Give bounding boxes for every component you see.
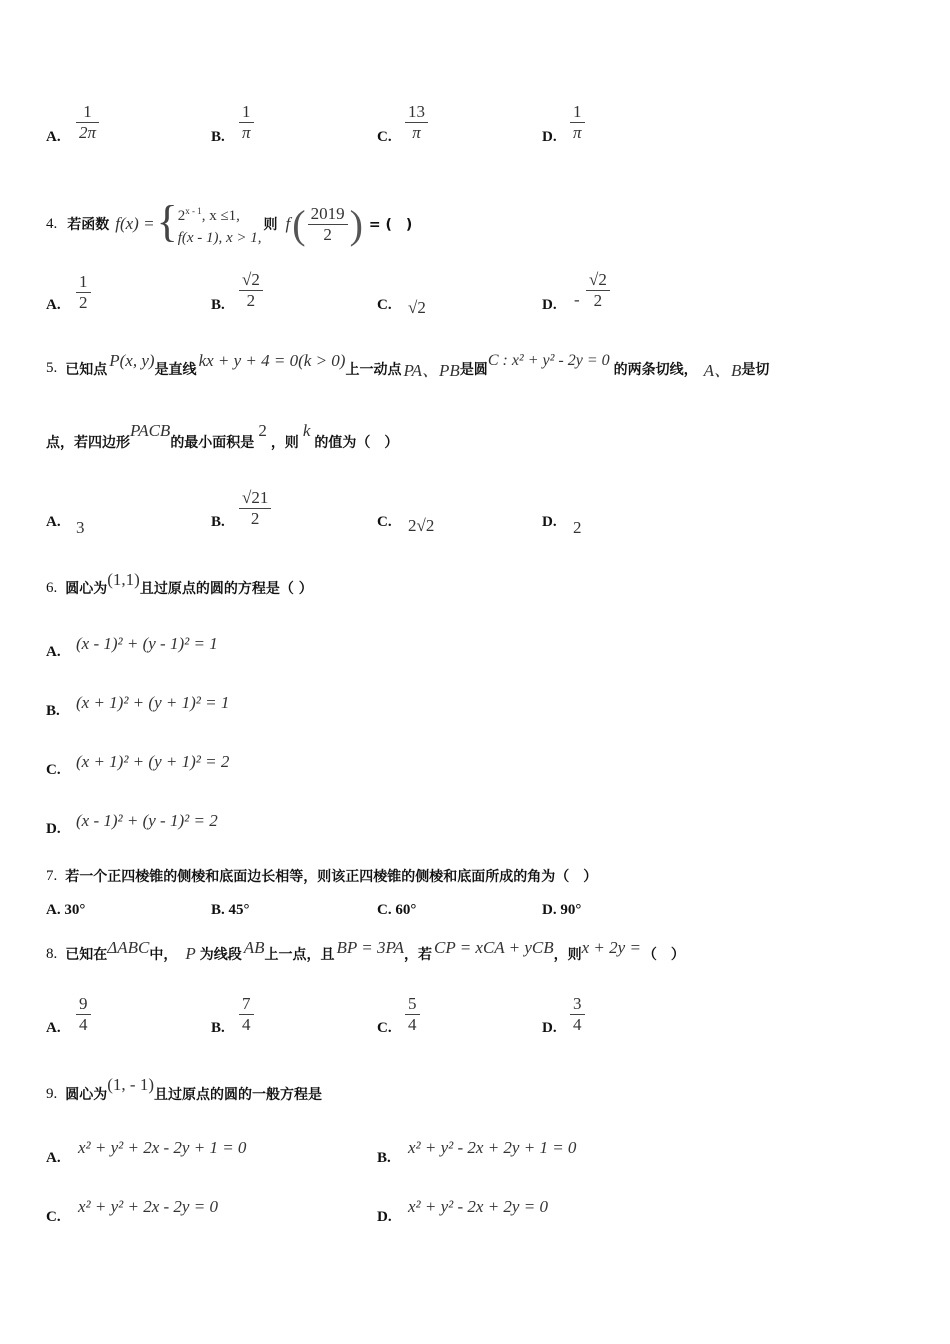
q5-option-d-value: 2 [573, 518, 582, 537]
question-5-line-1: 5. 已知点 P(x, y) 是直线 kx + y + 4 = 0(k > 0) 上一动点 PA、PB 是圆 C : x² + y² - 2y = 0 的两条切线， A、B 是切 [46, 350, 770, 380]
question-5-line-2: 点，若四边形 PACB 的最小面积是 2 ，则 k 的值为（ ） [46, 421, 399, 451]
q6-option-d-value: (x - 1)² + (y - 1)² = 2 [76, 811, 218, 830]
q4-func: f(x) = [115, 214, 155, 233]
q6-option-d-label: D. [46, 821, 61, 837]
q6-option-a-value: (x - 1)² + (y - 1)² = 1 [76, 634, 218, 653]
q8-option-d-label: D. [542, 1020, 557, 1036]
q4-option-d-label: D. [542, 297, 557, 313]
q5-option-d-label: D. [542, 514, 557, 530]
q8-option-c-label: C. [377, 1020, 392, 1036]
q9-option-c-value: x² + y² + 2x - 2y = 0 [78, 1197, 218, 1216]
q3-option-b-label: B. [211, 129, 225, 145]
q9-option-c-label: C. [46, 1209, 61, 1225]
q4-arg-den: 2 [308, 224, 348, 245]
q3-option-a-value: $\frac{1}{2\pi}$ [76, 102, 99, 143]
q8-option-a-value: $\frac{9}{4}$ [76, 994, 91, 1035]
q6-option-a-label: A. [46, 644, 61, 660]
q4-f: f [285, 214, 291, 233]
q9-option-a-label: A. [46, 1150, 61, 1166]
q4-intro: 若函数 [67, 217, 110, 233]
q7-option-d: D. 90° [542, 902, 582, 918]
q8-number: 8. [46, 945, 58, 962]
q9-option-a-value: x² + y² + 2x - 2y + 1 = 0 [78, 1138, 247, 1157]
q5-option-c-label: C. [377, 514, 392, 530]
q8-option-b-value: $\frac{7}{4}$ [239, 994, 254, 1035]
q5-option-a-value: 3 [76, 518, 85, 537]
q5-option-a-label: A. [46, 514, 61, 530]
q4-eq: = ( ) [368, 217, 413, 233]
q9-option-d-label: D. [377, 1209, 392, 1225]
q4-cases: 2$^{x - 1}$, x ≤1, f(x - 1), x > 1, [177, 205, 262, 246]
q3-option-d-label: D. [542, 129, 557, 145]
q3-option-a-label: A. [46, 129, 61, 145]
q6-number: 6. [46, 579, 58, 596]
q3-option-c-value: $\frac{13}{\pi}$ [405, 102, 428, 143]
q6-option-b-label: B. [46, 703, 60, 719]
q5-option-b-value: $\frac{√21}{2}$ [239, 488, 271, 529]
question-7 [46, 866, 597, 886]
question-4: 4. 若函数 f(x) = { 2$^{x - 1}$, x ≤1, f(x - 1), x > 1, 则 f ( $\frac{2019}{2}$ ) = ( ) [46, 196, 413, 247]
q7-option-a: A. 30° [46, 902, 86, 918]
question-9: 9. 圆心为 (1, - 1) 且过原点的圆的一般方程是 [46, 1075, 322, 1103]
q3-option-b-value: $\frac{1}{\pi}$ [239, 102, 254, 143]
q3-option-c-label: C. [377, 129, 392, 145]
q7-text: 若一个正四棱锥的侧棱和底面边长相等，则该正四棱锥的侧棱和底面所成的角为（ ） [65, 869, 598, 885]
q8-option-c-value: $\frac{5}{4}$ [405, 994, 420, 1035]
q4-option-a-value: $\frac{1}{2}$ [76, 272, 91, 313]
question-8: 8. 已知在 ΔABC 中， P 为线段 AB 上一点，且 BP = 3PA ，若 CP = xCA + yCB ，则 x + 2y = （ ） [46, 938, 685, 963]
q6-option-b-value: (x + 1)² + (y + 1)² = 1 [76, 693, 230, 712]
q6-option-c-value: (x + 1)² + (y + 1)² = 2 [76, 752, 230, 771]
q7-number: 7. [46, 867, 58, 884]
q5-number: 5. [46, 360, 58, 376]
q5-option-b-label: B. [211, 514, 225, 530]
q9-option-b-label: B. [377, 1150, 391, 1166]
q7-option-b: B. 45° [211, 902, 250, 918]
question-6: 6. 圆心为 (1,1) 且过原点的圆的方程是（ ） [46, 570, 313, 597]
q8-option-b-label: B. [211, 1020, 225, 1036]
q9-number: 9. [46, 1085, 58, 1102]
q4-option-d-value: $\frac{√2}{2}$ [586, 270, 610, 311]
q4-option-b-value: $\frac{√2}{2}$ [239, 270, 263, 311]
q8-option-a-label: A. [46, 1020, 61, 1036]
q3-option-d-value: $\frac{1}{\pi}$ [570, 102, 585, 143]
q4-then: 则 [263, 217, 278, 233]
q4-option-c-label: C. [377, 297, 392, 313]
q6-option-c-label: C. [46, 762, 61, 778]
q8-option-d-value: $\frac{3}{4}$ [570, 994, 585, 1035]
q4-option-b-label: B. [211, 297, 225, 313]
q9-option-d-value: x² + y² - 2x + 2y = 0 [408, 1197, 548, 1216]
q7-option-c: C. 60° [377, 902, 417, 918]
q4-option-d-sign: - [574, 290, 580, 309]
q5-option-c-value: 2√2 [408, 516, 435, 535]
q4-number: 4. [46, 215, 58, 232]
q4-brace: { [156, 196, 178, 246]
q4-option-a-label: A. [46, 297, 61, 313]
q4-arg-num: 2019 [310, 203, 345, 223]
q4-option-c-value: √2 [408, 298, 426, 317]
q9-option-b-value: x² + y² - 2x + 2y + 1 = 0 [408, 1138, 577, 1157]
